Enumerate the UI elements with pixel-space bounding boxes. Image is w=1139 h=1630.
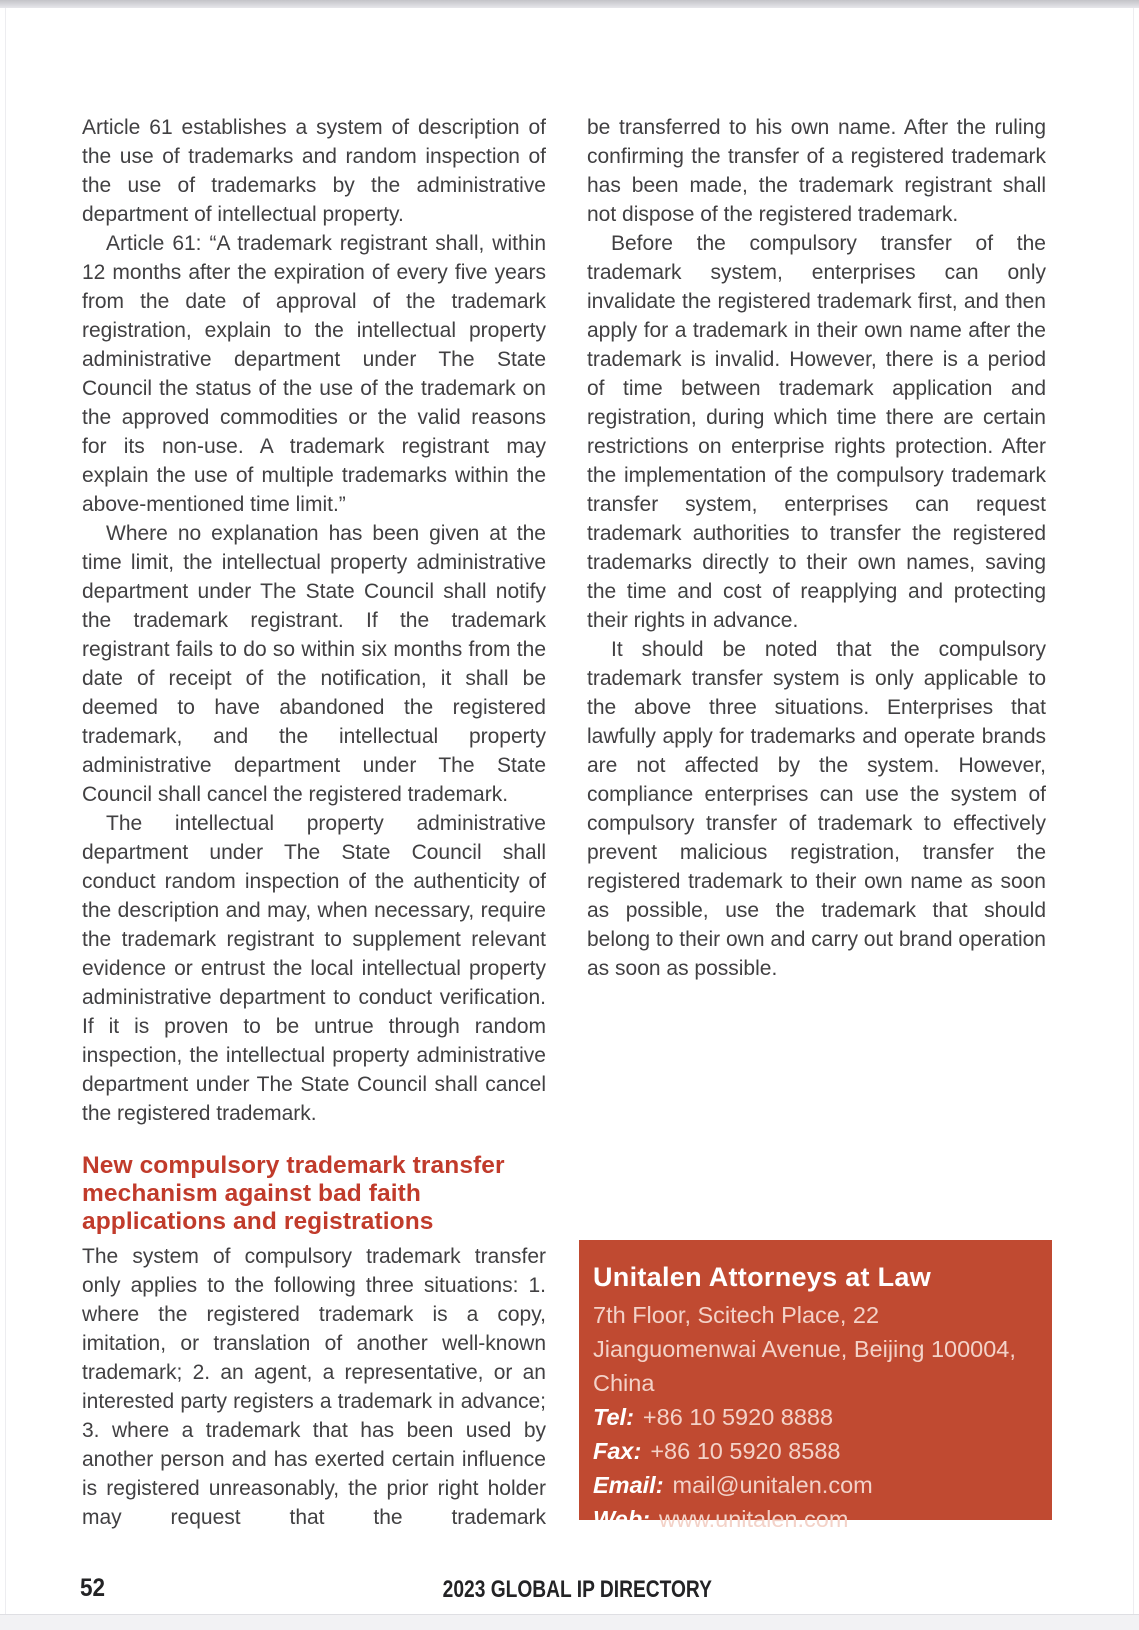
firm-address: 7th Floor, Scitech Place, 22 Jianguomenwai Avenue, Beijing 100004, China xyxy=(593,1302,1016,1396)
section-heading: New compulsory trademark transfer mechanism against bad faith applications and registrations xyxy=(82,1152,505,1235)
contact-row-fax xyxy=(593,1434,1038,1468)
left-column xyxy=(82,113,546,1532)
fax-value: +86 10 5920 8588 xyxy=(650,1438,841,1464)
firm-name: Unitalen Attorneys at Law xyxy=(593,1262,932,1292)
tel-label: Tel: xyxy=(593,1404,634,1430)
paragraph: be transferred to his own name. After the ruling confirming the transfer of a registered trademark has been made, the trademark registrant shall not dispose of the registered trademark. xyxy=(587,116,1046,226)
paragraph: It should be noted that the compulsory trademark transfer system is only applicable to the above three situations. Enterprises that lawfully apply for trademarks and operate brands are not affected by the system. However, compliance enterprises can use the system of compulsory transfer of trademark to effectively prevent malicious registration, transfer the registered trademark to their own name as soon as possible, use the trademark that should belong to their own and carry out brand operation as soon as possible. xyxy=(587,638,1046,980)
web-label: Web: xyxy=(593,1506,651,1532)
web-value: www.unitalen.com xyxy=(659,1506,849,1532)
contact-card xyxy=(579,1240,1052,1532)
paragraph: Where no explanation has been given at the time limit, the intellectual property administrative department under The State Council shall notify the trademark registrant. If the trademark registrant fails to do so within six months from the date of receipt of the notification, it shall be deemed to have abandoned the registered trademark, and the intellectual property administrative department under The State Council shall cancel the registered trademark. xyxy=(82,522,546,806)
page-number: 52 xyxy=(80,1574,106,1602)
page-right-edge xyxy=(1133,8,1134,1615)
page-left-edge xyxy=(5,8,6,1615)
contact-row-tel xyxy=(593,1400,1038,1434)
email-label: Email: xyxy=(593,1472,664,1498)
email-value: mail@unitalen.com xyxy=(672,1472,873,1498)
contact-row-web xyxy=(593,1502,1038,1536)
paragraph: Before the compulsory transfer of the trademark system, enterprises can only invalidate the registered trademark first, and then apply for a trademark in their own name after the trademark is invalid. However, there is a period of time between trademark application and registration, during which time there are certain restrictions on enterprise rights protection. After the implementation of the compulsory trademark transfer system, enterprises can request trademark authorities to transfer the registered trademarks directly to their own names, saving the time and cost of reapplying and protecting their rights in advance. xyxy=(587,232,1046,632)
contact-row-email xyxy=(593,1468,1038,1502)
fax-label: Fax: xyxy=(593,1438,642,1464)
footer-title: 2023 GLOBAL IP DIRECTORY xyxy=(442,1576,713,1603)
paragraph: Article 61 establishes a system of description of the use of trademarks and random inspection of the use of trademarks by the administrative department of intellectual property. xyxy=(82,116,546,226)
right-column xyxy=(587,113,1046,983)
page-bottom-edge xyxy=(0,1614,1139,1630)
paragraph: The intellectual property administrative department under The State Council shall conduct random inspection of the authenticity of the description and may, when necessary, require the trademark registrant to supplement relevant evidence or entrust the local intellectual property administrative department to conduct verification. If it is proven to be untrue through random inspection, the intellectual property administrative department under The State Council shall cancel the registered trademark. xyxy=(82,812,546,1125)
tel-value: +86 10 5920 8888 xyxy=(642,1404,834,1430)
paragraph: The system of compulsory trademark transfer only applies to the following three situations: 1. where the registered trademark is a copy, imitation, or translation of another well-known trademark; 2. an agent, a representative, or an interested party registers a trademark in advance; 3. where a trademark that has been used by another person and has exerted certain influence is registered unreasonably, the prior right holder may request that the trademark xyxy=(82,1245,546,1529)
paragraph: Article 61: “A trademark registrant shall, within 12 months after the expiration of every five years from the date of approval of the trademark registration, explain to the intellectual property administrative department under The State Council the status of the use of the trademark on the approved commodities or the valid reasons for its non-use. A trademark registrant may explain the use of multiple trademarks within the above-mentioned time limit.” xyxy=(82,232,546,516)
page-top-edge xyxy=(0,0,1139,8)
